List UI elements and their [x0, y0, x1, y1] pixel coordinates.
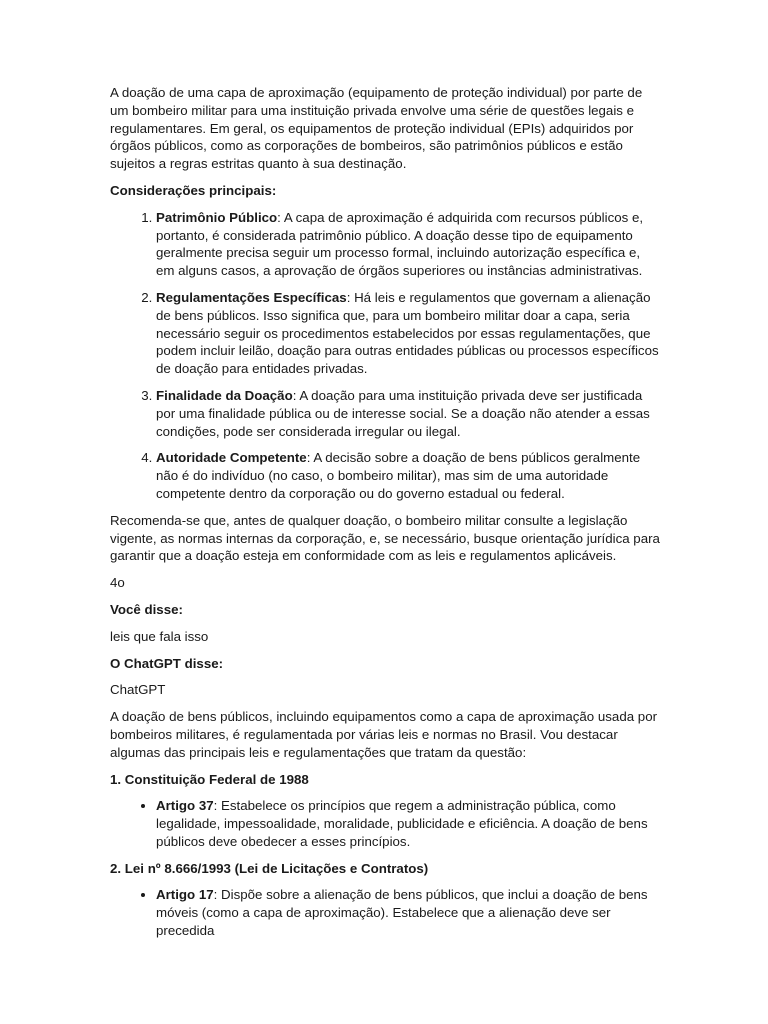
- list-item: [156, 289, 660, 378]
- list-item-text: : Estabelece os princípios que regem a administração pública, como legalidade, impessoalidade, moralidade, publicidade e eficiência. A doação de bens públicos deve obedecer a esses princípios.: [156, 798, 648, 849]
- section-bullet-list: [110, 797, 660, 850]
- list-item: [156, 797, 660, 850]
- assistant-said-label: O ChatGPT disse:: [110, 655, 224, 671]
- considerations-list: [110, 209, 660, 503]
- list-item: [156, 387, 660, 440]
- list-item-text: : A capa de aproximação é adquirida com recursos públicos e, portanto, é considerada patrimônio público. A doação desse tipo de equipamento geralmente precisa seguir um processo formal, incluindo autorização específica e, em alguns casos, a aprovação de órgãos superiores ou instâncias administrativas.: [156, 209, 644, 279]
- recommendation-paragraph: Recomenda-se que, antes de qualquer doação, o bombeiro militar consulte a legislação vigente, as normas internas da corporação, e, se necessário, busque orientação jurídica para garantir que a doação esteja em conformidade com as leis e regulamentos aplicáveis.: [110, 512, 660, 564]
- section-bullet-list: [110, 886, 660, 939]
- assistant-name: ChatGPT: [110, 682, 166, 698]
- answer-intro-paragraph: A doação de bens públicos, incluindo equipamentos como a capa de aproximação usada por bombeiros militares, é regulamentada por várias leis e normas no Brasil. Vou destacar algumas das principais leis e regulamentações que tratam da questão:: [110, 709, 658, 760]
- list-item-text: : A doação para uma instituição privada deve ser justificada por uma finalidade pública ou de interesse social. Se a doação não atender a essas condições, pode ser considerada irregular ou ilegal.: [156, 387, 650, 439]
- model-label: 4o: [110, 575, 125, 591]
- user-said-label: Você disse:: [110, 601, 183, 617]
- intro-paragraph: A doação de uma capa de aproximação (equipamento de proteção individual) por parte de um bombeiro militar para uma instituição privada envolve uma série de questões legais e regulamentares. Em geral, os equipamentos de proteção individual (EPIs) adquiridos por órgãos públicos, como as corporações de bombeiros, são patrimônios públicos e estão sujeitos a regras estritas quanto à sua destinação.: [110, 85, 643, 172]
- list-item: [156, 209, 660, 280]
- list-item-text: : A decisão sobre a doação de bens públicos geralmente não é do indivíduo (no caso, o bombeiro militar), mas sim de uma autoridade competente dentro da corporação ou do governo estadual ou federal.: [156, 450, 641, 501]
- section-heading: 2. Lei nº 8.666/1993 (Lei de Licitações e Contratos): [110, 860, 429, 876]
- list-item-text: : Há leis e regulamentos que governam a alienação de bens públicos. Isso significa que, para um bombeiro militar doar a capa, seria necessário seguir os procedimentos estabelecidos por essas regulamentações, que podem incluir leilão, doação para outras entidades públicas ou processos específicos de doação para entidades privadas.: [156, 289, 659, 377]
- considerations-heading: Considerações principais:: [110, 182, 277, 198]
- user-message: leis que fala isso: [110, 628, 209, 644]
- list-item-title: Artigo 37: [156, 798, 214, 814]
- list-item-title: Regulamentações Específicas: [156, 289, 347, 305]
- list-item-title: Artigo 17: [156, 887, 214, 903]
- list-item: [156, 449, 660, 502]
- list-item-title: Autoridade Competente: [156, 450, 307, 466]
- list-item-text: : Dispõe sobre a alienação de bens públicos, que inclui a doação de bens móveis (como a capa de aproximação). Estabelece que a alienação deve ser precedida: [156, 887, 648, 939]
- list-item-title: Patrimônio Público: [156, 209, 278, 225]
- list-item: [156, 886, 660, 939]
- section-heading: 1. Constituição Federal de 1988: [110, 771, 309, 787]
- list-item-title: Finalidade da Doação: [156, 387, 293, 403]
